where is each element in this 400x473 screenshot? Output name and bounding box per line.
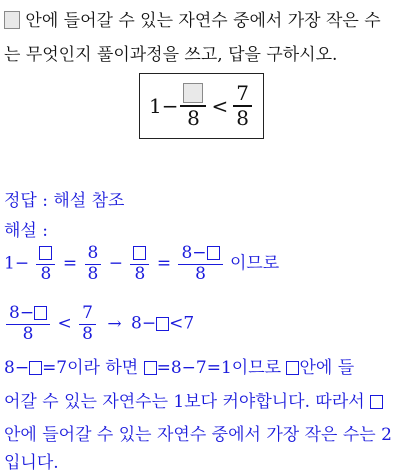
eq1-frac-8-minus-blank bbox=[178, 244, 222, 284]
eq1-f2-den: 8 bbox=[87, 263, 99, 284]
eq1-f1-den: 8 bbox=[40, 263, 52, 284]
eq2-arrow: → bbox=[107, 313, 122, 334]
blank-box bbox=[39, 246, 52, 260]
answer-label: 정답 : 해설 참조 bbox=[4, 191, 125, 211]
eq1-frac-8-8 bbox=[85, 244, 102, 284]
eq1-f4-num: 8− bbox=[181, 243, 207, 263]
blank-box bbox=[286, 361, 299, 375]
eq2-f2-den: 8 bbox=[82, 323, 93, 344]
eq2-frac-8-minus-blank bbox=[6, 304, 50, 344]
eq2-f1-num: 8− bbox=[9, 303, 35, 323]
blank-box bbox=[4, 11, 20, 29]
eq1-eq-b: = bbox=[156, 253, 172, 274]
blank-box bbox=[144, 361, 157, 375]
eq1-lead: 1− bbox=[4, 253, 30, 274]
formula-frac1-den: 8 bbox=[187, 105, 200, 130]
blank-box bbox=[29, 361, 42, 375]
eq2-rhs-a: 8− bbox=[131, 313, 157, 334]
formula-fraction-7-8 bbox=[233, 82, 252, 129]
text2-a: 어갈 수 있는 자연수는 1보다 커야합니다. 따라서 bbox=[4, 392, 365, 412]
eq1-f4-den: 8 bbox=[195, 263, 206, 284]
question-text-2: 는 무엇인지 풀이과정을 쓰고, 답을 구하시오. bbox=[4, 45, 338, 65]
eq1-frac-blank-2 bbox=[130, 244, 149, 284]
eq2-f1-den: 8 bbox=[22, 323, 34, 344]
eq1-minus: − bbox=[108, 253, 124, 274]
explain-line-3: 안에 들어갈 수 있는 자연수 중에서 가장 작은 수는 2 bbox=[4, 425, 392, 445]
question-line-2 bbox=[4, 40, 337, 65]
blank-box bbox=[133, 246, 146, 260]
text1-a: 8− bbox=[4, 358, 30, 378]
explain-line-2 bbox=[4, 387, 383, 412]
blank-box bbox=[370, 395, 383, 409]
explain-line-1 bbox=[4, 353, 354, 378]
eq1-eq-a: = bbox=[62, 253, 78, 274]
question-line-1 bbox=[4, 6, 381, 31]
explain-line-4: 입니다. bbox=[4, 453, 59, 473]
inequality-box bbox=[139, 73, 264, 139]
blank-box bbox=[207, 246, 220, 260]
text1-d: 안에 들 bbox=[299, 358, 355, 378]
formula-frac2-den: 8 bbox=[236, 105, 249, 130]
equation-2 bbox=[4, 304, 194, 344]
blank-box bbox=[34, 306, 47, 320]
eq2-f2-num: 7 bbox=[82, 303, 93, 323]
explain-label: 해설 : bbox=[4, 221, 48, 241]
eq2-frac-7-8 bbox=[79, 304, 96, 344]
equation-1 bbox=[4, 244, 279, 284]
formula-fraction-blank bbox=[180, 82, 206, 129]
eq2-lt: < bbox=[57, 313, 72, 334]
question-text-1: 안에 들어갈 수 있는 자연수 중에서 가장 작은 수 bbox=[25, 11, 381, 31]
eq2-rhs-b: <7 bbox=[169, 313, 195, 334]
eq1-frac-blank bbox=[36, 244, 55, 284]
formula-frac2-num: 7 bbox=[236, 81, 249, 106]
eq1-f2-num: 8 bbox=[87, 243, 99, 263]
formula-op: < bbox=[211, 94, 229, 118]
text1-b: =7이라 하면 bbox=[42, 358, 139, 378]
blank-box bbox=[183, 83, 203, 103]
eq1-f3-den: 8 bbox=[134, 263, 146, 284]
text1-c: =8−7=1이므로 bbox=[156, 358, 282, 378]
eq1-tail: 이므로 bbox=[229, 253, 280, 274]
blank-box bbox=[156, 317, 169, 331]
formula-lead: 1− bbox=[149, 94, 179, 118]
